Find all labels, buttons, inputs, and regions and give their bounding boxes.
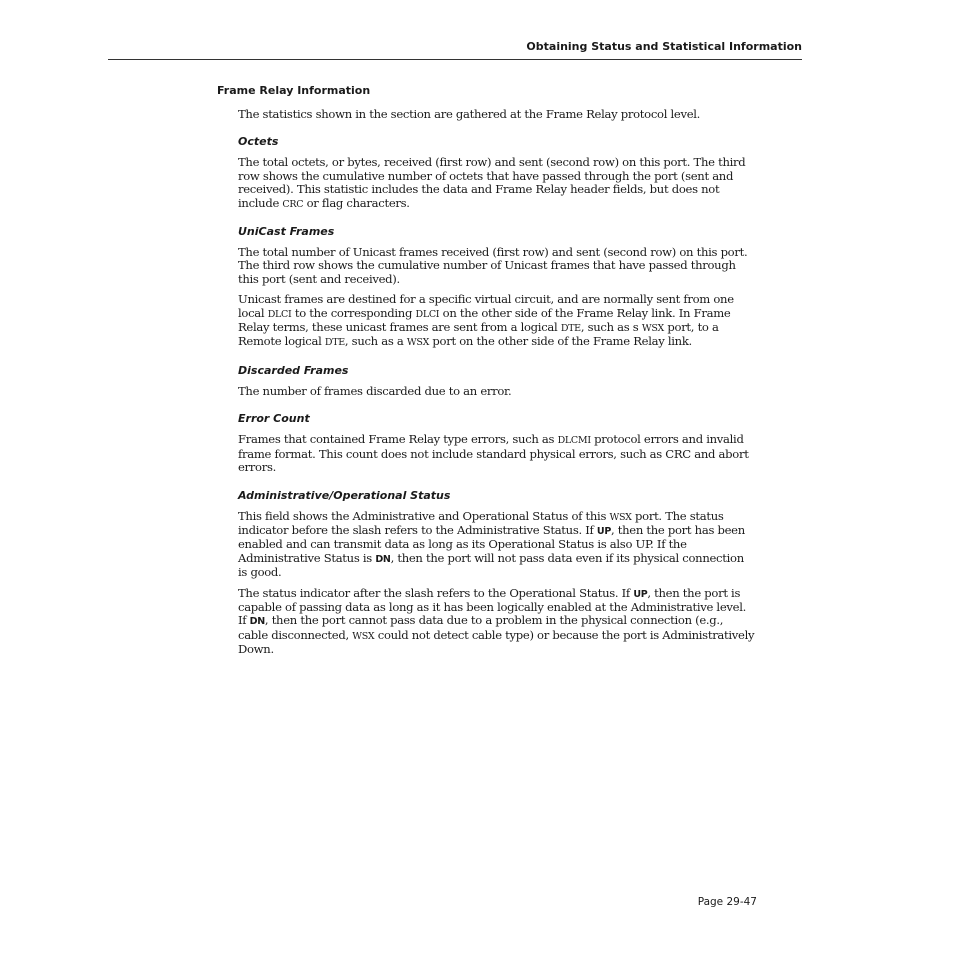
discarded-section <box>238 364 756 398</box>
main-content <box>238 108 756 671</box>
section-title: Frame Relay Information <box>217 84 371 97</box>
admin-status-paragraph-1: This field shows the Administrative and Operational Status of this WSX port. The status indicator before the slash refers to the Administrative Status. If UP, then the port has been enabled and can transmit data as long as its Operational Status is also UP. If the Administrative Status is DN, then the port will not pass data even if its physical connection is good. <box>238 508 745 580</box>
unicast-section <box>238 225 756 350</box>
unicast-heading: UniCast Frames <box>238 225 335 239</box>
error-count-paragraph: Frames that contained Frame Relay type errors, such as DLCMI protocol errors and invalid frame format. This count does not include standard physical errors, such as CRC and abort errors. <box>238 432 749 475</box>
admin-status-heading: Administrative/Operational Status <box>238 488 451 502</box>
unicast-paragraph-1: The total number of Unicast frames received (first row) and sent (second row) on this port. The third row shows the cumulative number of Unicast frames that have passed through this port (sent and received). <box>238 245 748 286</box>
intro-paragraph: The statistics shown in the section are gathered at the Frame Relay protocol level. <box>238 107 701 121</box>
octets-heading: Octets <box>238 135 279 149</box>
running-header: Obtaining Status and Statistical Information <box>526 40 802 53</box>
discarded-heading: Discarded Frames <box>238 363 349 377</box>
admin-status-paragraph-2: The status indicator after the slash refers to the Operational Status. If UP, then the port is capable of passing data as long as it has been logically enabled at the Administrative level. If DN, then the port cannot pass data due to a problem in the physical connection (e.g., cable disconnected, WSX could not detect cable type) or because the port is Administratively Down. <box>238 585 755 657</box>
page-number: Page 29-47 <box>697 896 757 908</box>
discarded-paragraph: The number of frames discarded due to an error. <box>238 383 512 398</box>
octets-paragraph: The total octets, or bytes, received (first row) and sent (second row) on this port. The third row shows the cumulative number of octets that have passed through the port (sent and received). This statistic includes the data and Frame Relay header fields, but does not include CRC or flag characters. <box>238 155 746 210</box>
header-rule <box>108 59 802 60</box>
error-count-heading: Error Count <box>238 412 310 426</box>
admin-status-section <box>238 489 756 657</box>
unicast-paragraph-2: Unicast frames are destined for a specific virtual circuit, and are normally sent from one local DLCI to the corresponding DLCI on the other side of the Frame Relay link. In Frame Relay terms, these unicast frames are sent from a logical DTE, such as s WSX port, to a Remote logical DTE, such as a WSX port on the other side of the Frame Relay link. <box>238 292 734 349</box>
octets-section <box>238 135 756 211</box>
error-count-section <box>238 412 756 474</box>
